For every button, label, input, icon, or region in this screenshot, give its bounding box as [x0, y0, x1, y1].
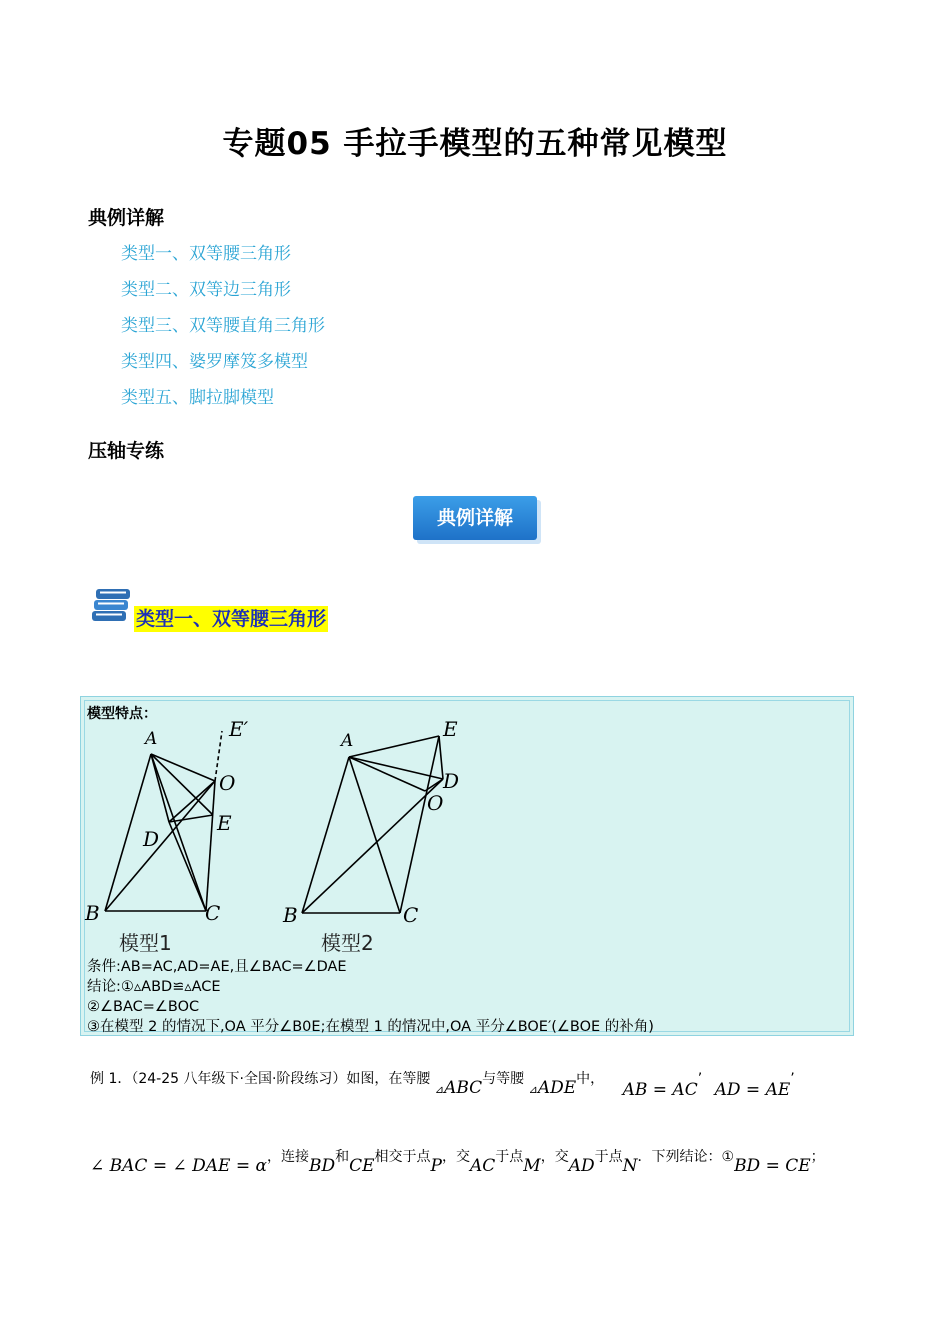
example1-line2 — [90, 1146, 825, 1176]
model-conclusion-2: ②∠BAC=∠BOC — [87, 999, 200, 1015]
fig1-label-d: D — [143, 827, 160, 851]
fig1-label-b: B — [85, 901, 100, 925]
examples-banner: 典例详解 — [413, 496, 537, 540]
fig1-label-e: E — [217, 811, 232, 835]
text-at-point-2: 于点 — [594, 1149, 623, 1165]
segment-bd: BD — [308, 1156, 336, 1176]
text-semicolon: ； — [810, 1149, 825, 1165]
example1-mid: 与等腰 — [482, 1071, 525, 1087]
fig2-label-e: E — [443, 717, 458, 741]
point-n: N — [622, 1156, 638, 1176]
fig1-label-eprime: E′ — [229, 717, 249, 741]
fig2-caption: 模型2 — [321, 931, 374, 955]
fig1-label-a: A — [145, 729, 158, 749]
triangle-ade — [528, 1078, 577, 1098]
model-figures — [81, 697, 853, 957]
example1-suffix: 中， — [576, 1071, 605, 1087]
text-and: 和 — [335, 1149, 350, 1165]
fig2-label-b: B — [283, 903, 298, 927]
triangle-ade-label: ADE — [537, 1078, 577, 1098]
toc-item-type1[interactable]: 类型一、双等腰三角形 — [121, 244, 291, 264]
model2-figure — [302, 736, 443, 913]
model-conclusion-1: 结论:①▵ABD≌▵ACE — [87, 979, 221, 995]
text-conclusions: ．下列结论：① — [637, 1149, 735, 1165]
example1-line1: 例 1．（24-25 八年级下·全国·阶段练习）如图，在等腰 ⊿ABC与等腰 ⊿ADE中， AB = AC’ AD = AE’ — [90, 1071, 795, 1100]
books-icon — [90, 585, 132, 625]
model-conclusion-3: ③在模型 2 的情况下,OA 平分∠B0E;在模型 1 的情况中,OA 平分∠BOE′(∠BOE 的补角) — [87, 1019, 654, 1035]
segment-ad: AD — [568, 1156, 595, 1176]
fig2-label-c: C — [403, 903, 419, 927]
type1-heading: 类型一、双等腰三角形 — [136, 608, 327, 630]
text-cross: ，交 — [441, 1149, 470, 1165]
segment-ac: AC — [469, 1156, 496, 1176]
text-at-point: 于点 — [495, 1149, 524, 1165]
text-connect: ，连接 — [266, 1149, 309, 1165]
text-cross-2: ，交 — [540, 1149, 569, 1165]
example1-prefix: 例 1．（24-25 八年级下·全国·阶段练习）如图，在等腰 — [90, 1071, 431, 1087]
equation-ab-ac: AB = AC — [622, 1080, 698, 1100]
segment-ce: CE — [349, 1156, 375, 1176]
fig2-label-a: A — [341, 731, 354, 751]
toc-item-type5[interactable]: 类型五、脚拉脚模型 — [121, 388, 274, 408]
fig2-label-d: D — [443, 769, 460, 793]
triangle-symbol-icon: ⊿ — [528, 1083, 538, 1096]
text-intersect: 相交于点 — [374, 1149, 431, 1165]
conclusion-bd-ce: BD = CE — [734, 1156, 811, 1176]
equation-ad-ae: AD = AE — [714, 1080, 791, 1100]
toc-item-type4[interactable]: 类型四、婆罗摩笈多模型 — [121, 352, 308, 372]
model-label: 模型特点： — [87, 706, 157, 722]
angle-equation: ∠ BAC = ∠ DAE = α — [90, 1156, 267, 1176]
triangle-abc-label: ABC — [444, 1078, 483, 1098]
point-p: P — [430, 1156, 442, 1176]
page-title: 专题05 手拉手模型的五种常见模型 — [222, 126, 728, 162]
fig1-label-o: O — [219, 771, 236, 795]
practice-heading: 压轴专练 — [88, 440, 165, 462]
model-box — [80, 696, 854, 1036]
table-of-contents — [121, 236, 325, 416]
fig2-label-o: O — [427, 791, 444, 815]
point-m: M — [523, 1156, 541, 1176]
triangle-abc — [434, 1078, 483, 1098]
fig1-caption: 模型1 — [119, 931, 172, 955]
examples-heading: 典例详解 — [88, 207, 165, 229]
fig1-label-c: C — [205, 901, 221, 925]
model1-figure — [105, 731, 222, 911]
model-condition: 条件:AB=AC,AD=AE,且∠BAC=∠DAE — [87, 959, 347, 975]
toc-item-type2[interactable]: 类型二、双等边三角形 — [121, 280, 291, 300]
triangle-symbol-icon: ⊿ — [434, 1083, 445, 1096]
toc-item-type3[interactable]: 类型三、双等腰直角三角形 — [121, 316, 325, 336]
